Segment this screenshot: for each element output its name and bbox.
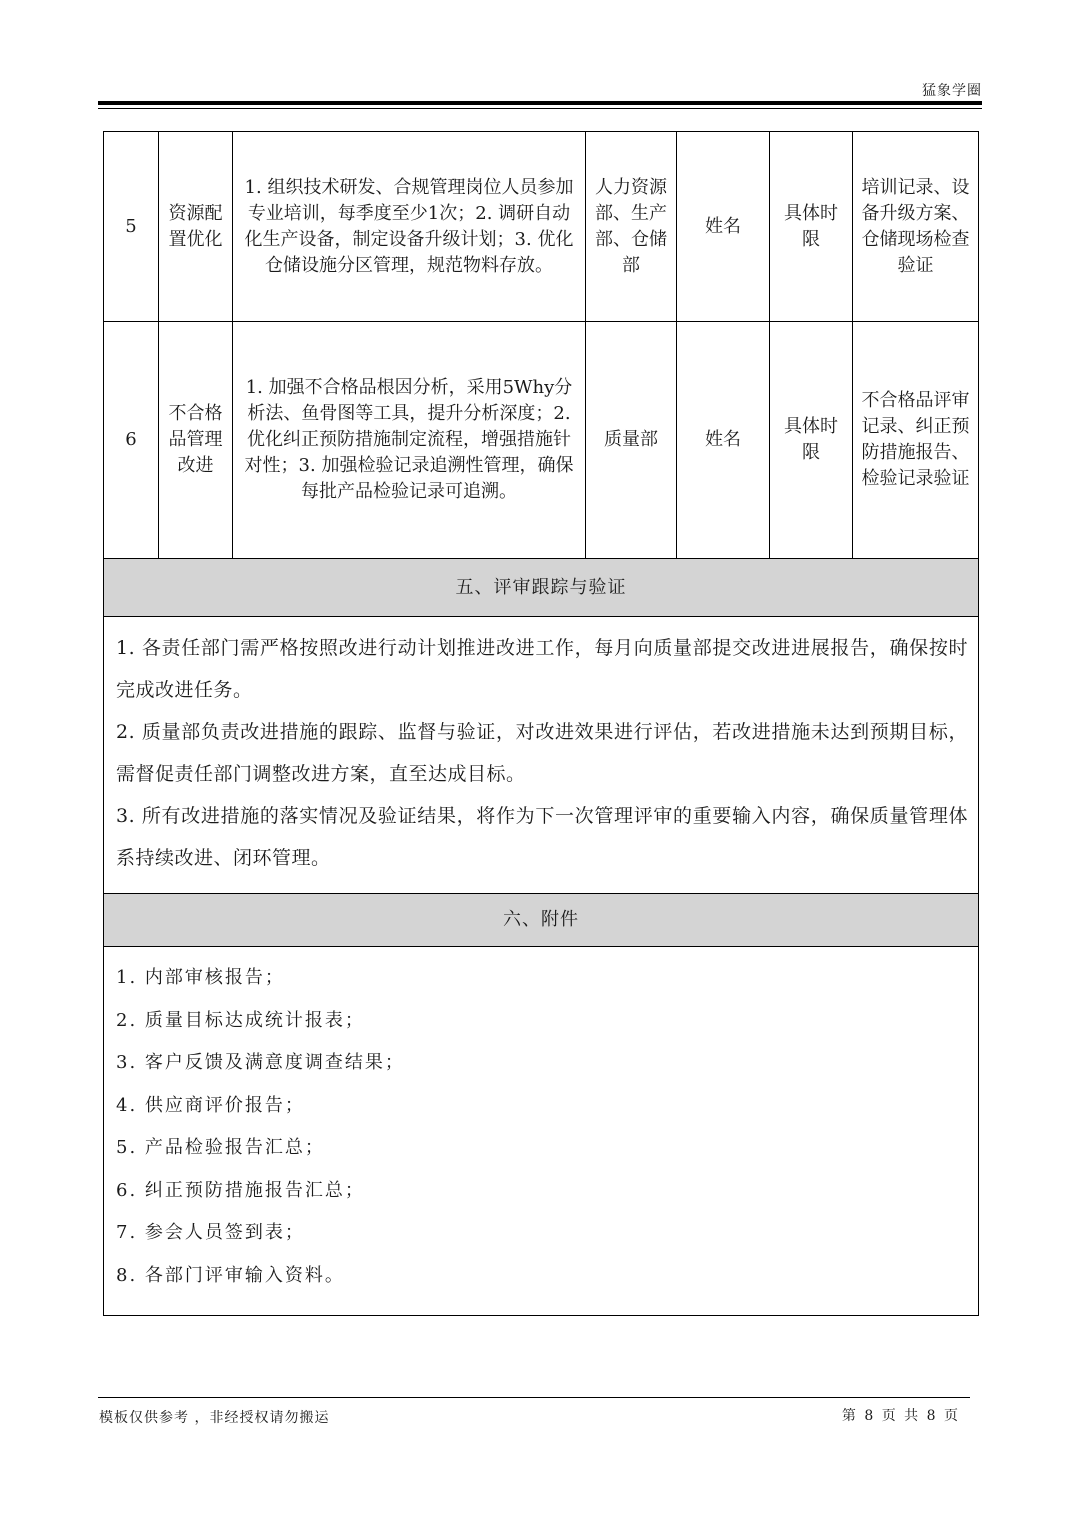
list-item: 3. 客户反馈及满意度调查结果； xyxy=(116,1052,405,1073)
row-measures: 1. 加强不合格品根因分析，采用5Why分析法、鱼骨图等工具，提升分析深度；2. 优化纠正预防措施制定流程，增强措施针对性；3. 加强检验记录追溯性管理，确保每批产品检验记录可追溯。 xyxy=(233,322,586,559)
row-verification: 培训记录、设备升级方案、仓储现场检查验证 xyxy=(853,132,979,322)
table-row xyxy=(104,322,979,559)
row-department: 人力资源部、生产部、仓储部 xyxy=(586,132,677,322)
paragraph: 1. 各责任部门需严格按照改进行动计划推进改进工作，每月向质量部提交改进进展报告，确保按时完成改进任务。 xyxy=(116,637,968,701)
section-body xyxy=(104,617,979,894)
row-number: 6 xyxy=(104,322,159,559)
list-item: 7. 参会人员签到表； xyxy=(116,1222,305,1243)
improvement-table xyxy=(103,131,979,1316)
list-item: 5. 产品检验报告汇总； xyxy=(116,1137,325,1158)
header-rule-thin xyxy=(98,108,982,109)
list-item: 2. 质量目标达成统计报表； xyxy=(116,1009,365,1031)
section-title-review-tracking: 五、评审跟踪与验证 xyxy=(104,559,979,617)
table-row xyxy=(104,132,979,322)
review-tracking-content xyxy=(104,617,979,894)
list-item: 1. 内部审核报告； xyxy=(116,967,285,988)
row-verification: 不合格品评审记录、纠正预防措施报告、检验记录验证 xyxy=(853,322,979,559)
section-header xyxy=(104,559,979,617)
list-item: 6. 纠正预防措施报告汇总； xyxy=(116,1179,365,1201)
section-body xyxy=(104,947,979,1316)
paragraph: 2. 质量部负责改进措施的跟踪、监督与验证，对改进效果进行评估，若改进措施未达到预期目标，需督促责任部门调整改进方案，直至达成目标。 xyxy=(116,721,968,785)
paragraph: 3. 所有改进措施的落实情况及验证结果，将作为下一次管理评审的重要输入内容，确保质量管理体系持续改进、闭环管理。 xyxy=(116,805,968,869)
row-item: 不合格品管理改进 xyxy=(159,322,233,559)
header-rule-thick xyxy=(98,101,982,105)
row-deadline: 具体时限 xyxy=(770,322,853,559)
footer-disclaimer: 模板仅供参考 ，非经授权请勿搬运 xyxy=(99,1410,330,1426)
footer-rule xyxy=(98,1397,970,1398)
list-item: 8. 各部门评审输入资料。 xyxy=(116,1264,345,1286)
row-department: 质量部 xyxy=(586,322,677,559)
header-brand: 猛象学圈 xyxy=(922,83,982,99)
row-measures: 1. 组织技术研发、合规管理岗位人员参加专业培训，每季度至少1次；2. 调研自动化生产设备，制定设备升级计划；3. 优化仓储设施分区管理，规范物料存放。 xyxy=(233,132,586,322)
row-owner: 姓名 xyxy=(677,132,770,322)
section-header xyxy=(104,894,979,947)
row-item: 资源配置优化 xyxy=(159,132,233,322)
row-owner: 姓名 xyxy=(677,322,770,559)
attachments-list xyxy=(104,947,979,1316)
page-number: 第 8 页 共 8 页 xyxy=(841,1408,960,1424)
section-title-attachments: 六、附件 xyxy=(104,894,979,947)
list-item: 4. 供应商评价报告； xyxy=(116,1094,305,1116)
row-deadline: 具体时限 xyxy=(770,132,853,322)
row-number: 5 xyxy=(104,132,159,322)
